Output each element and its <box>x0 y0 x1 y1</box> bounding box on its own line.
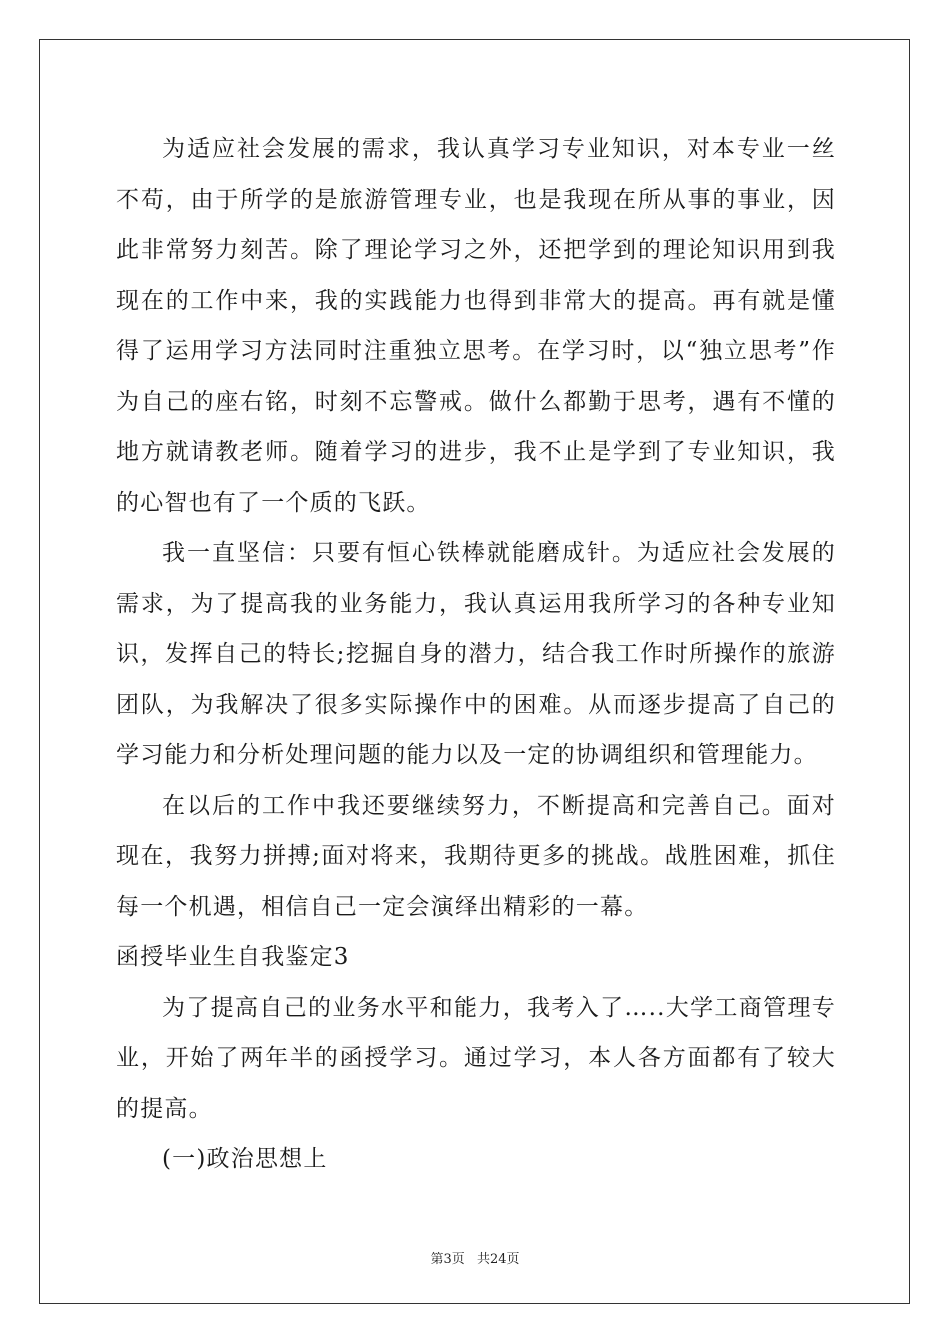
paragraph-5: (一)政治思想上 <box>162 1146 328 1172</box>
page-footer <box>0 1248 950 1267</box>
document-body <box>116 124 836 1185</box>
paragraph-4: 为了提高自己的业务水平和能力，我考入了…..大学工商管理专业，开始了两年半的函授学习。通过学习，本人各方面都有了较大的提高。 <box>116 994 836 1122</box>
paragraph-2: 我一直坚信：只要有恒心铁棒就能磨成针。为适应社会发展的需求，为了提高我的业务能力，我认真运用我所学习的各种专业知识，发挥自己的特长;挖掘自身的潜力，结合我工作时所操作的旅游团队，为我解决了很多实际操作中的困难。从而逐步提高了自己的学习能力和分析处理问题的能力以及一定的协调组织和管理能力。 <box>116 540 836 768</box>
page-total: 共24页 <box>476 1252 520 1267</box>
paragraph-1: 为适应社会发展的需求，我认真学习专业知识，对本专业一丝不苟，由于所学的是旅游管理专业，也是我现在所从事的事业，因此非常努力刻苦。除了理论学习之外，还把学到的理论知识用到我现在的工作中来，我的实践能力也得到非常大的提高。再有就是懂得了运用学习方法同时注重独立思考。在学习时，以“独立思考”作为自己的座右铭，时刻不忘警戒。做什么都勤于思考，遇有不懂的地方就请教老师。随着学习的进步，我不止是学到了专业知识，我的心智也有了一个质的飞跃。 <box>116 136 836 516</box>
page-number: 第3页 <box>430 1252 465 1267</box>
paragraph-3: 在以后的工作中我还要继续努力，不断提高和完善自己。面对现在，我努力拼搏;面对将来，我期待更多的挑战。战胜困难，抓住每一个机遇，相信自己一定会演绎出精彩的一幕。 <box>116 792 836 920</box>
section-heading: 函授毕业生自我鉴定3 <box>116 944 350 970</box>
